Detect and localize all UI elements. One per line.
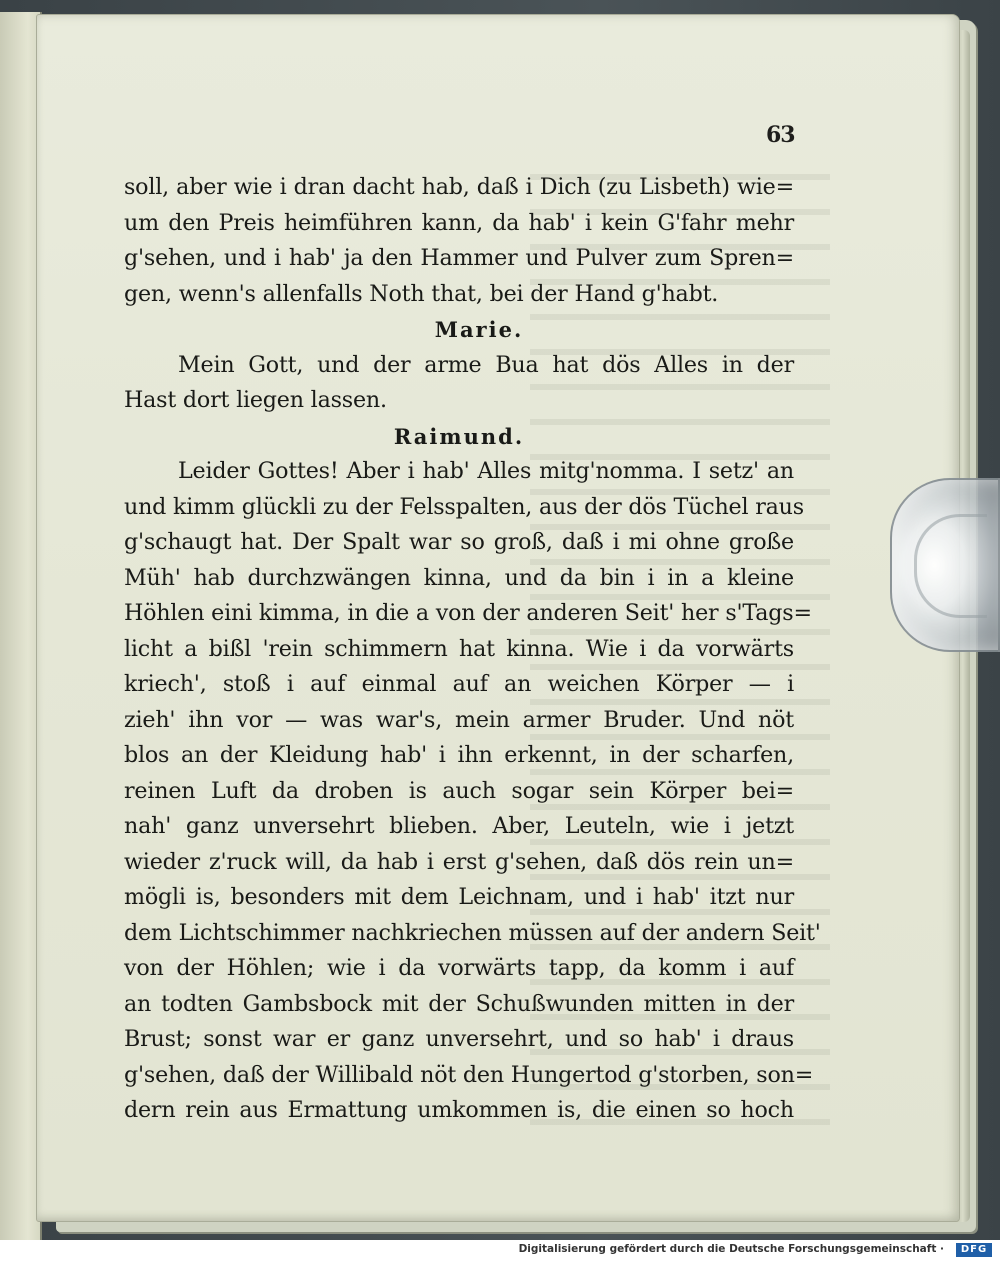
text-line: licht a bißl 'rein schimmern hat kinna. Wie i da vorwärts xyxy=(124,635,794,662)
text-line: mögli is, besonders mit dem Leichnam, und i hab' itzt nur xyxy=(124,884,794,910)
funding-notice: Digitalisierung gefördert durch die Deutsche Forschungsgemeinschaft · xyxy=(518,1243,944,1255)
text-line: gen, wenn's allenfalls Noth that, bei der Hand g'habt. xyxy=(124,280,719,307)
text-line: dem Lichtschimmer nachkriechen müssen auf der andern Seit' xyxy=(124,919,821,946)
text-line: kriech', stoß i auf einmal auf an weichen Körper — i xyxy=(124,671,794,697)
text-line: wieder z'ruck will, da hab i erst g'sehen, daß dös rein un= xyxy=(124,848,794,875)
text-line: g'schaugt hat. Der Spalt war so groß, daß i mi ohne große xyxy=(124,529,794,555)
dfg-logo: DFG xyxy=(956,1243,992,1257)
speaker-heading-marie: Marie. xyxy=(434,317,524,342)
paragraph-marie xyxy=(124,348,794,419)
page-clip-loop xyxy=(914,514,987,618)
page-text xyxy=(124,170,821,1129)
text-line: nah' ganz unversehrt blieben. Aber, Leuteln, wie i jetzt xyxy=(124,813,794,839)
text-line: g'sehen, und i hab' ja den Hammer und Pulver zum Spren= xyxy=(124,245,794,271)
text-line: zieh' ihn vor — was war's, mein armer Bruder. Und nöt xyxy=(124,706,794,733)
paragraph-intro xyxy=(124,170,794,312)
paragraph-raimund xyxy=(124,454,821,1129)
text-line: g'sehen, daß der Willibald nöt den Hungertod g'storben, son= xyxy=(124,1061,814,1088)
speaker-heading-raimund: Raimund. xyxy=(393,423,525,449)
text-line: Müh' hab durchzwängen kinna, und da bin i in a kleine xyxy=(124,564,794,591)
text-line: blos an der Kleidung hab' i ihn erkennt, in der scharfen, xyxy=(124,742,794,768)
page-clip xyxy=(890,478,1000,652)
text-line: von der Höhlen; wie i da vorwärts tapp, da komm i auf xyxy=(124,955,794,981)
text-line: Hast dort liegen lassen. xyxy=(124,387,387,413)
text-line: dern rein aus Ermattung umkommen is, die einen so hoch xyxy=(124,1097,794,1123)
footer-bar xyxy=(0,1240,1000,1261)
text-line: Leider Gottes! Aber i hab' Alles mitg'nomma. I setz' an xyxy=(178,458,794,484)
text-line: Mein Gott, und der arme Bua hat dös Alles in der xyxy=(178,351,794,378)
text-line: Brust; sonst war er ganz unversehrt, und so hab' i draus xyxy=(124,1026,794,1052)
text-line: an todten Gambsbock mit der Schußwunden mitten in der xyxy=(124,990,794,1017)
page-number: 63 xyxy=(766,122,795,148)
text-line: reinen Luft da droben is auch sogar sein Körper bei= xyxy=(124,777,794,804)
text-line: soll, aber wie i dran dacht hab, daß i Dich (zu Lisbeth) wie= xyxy=(124,174,794,200)
text-line: um den Preis heimführen kann, da hab' i kein G'fahr mehr xyxy=(124,209,794,236)
text-line: und kimm glückli zu der Felsspalten, aus der dös Tüchel raus xyxy=(124,493,804,520)
text-line: Höhlen eini kimma, in die a von der anderen Seit' her s'Tags= xyxy=(124,600,812,626)
